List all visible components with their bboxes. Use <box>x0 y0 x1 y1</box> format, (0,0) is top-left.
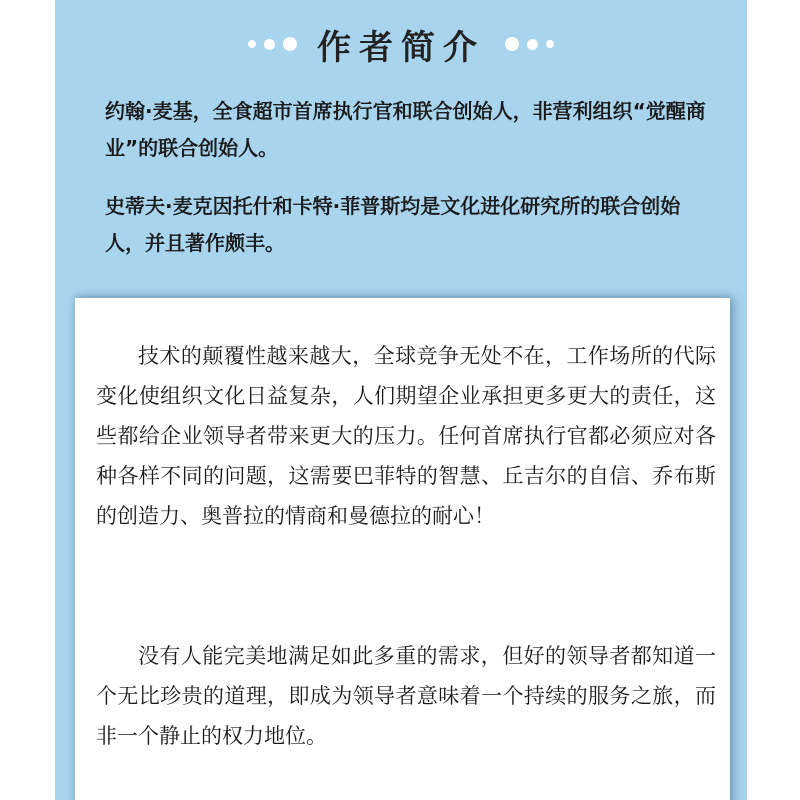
section-header <box>55 18 747 70</box>
section-title: 作者简介 <box>317 27 485 68</box>
description-paragraph: 技术的颠覆性越来越大，全球竞争无处不在，工作场所的代际变化使组织文化日益复杂，人们期望企业承担更多更大的责任，这些都给企业领导者带来更大的压力。任何首席执行官都必须应对各种各样不同的问题，这需要巴菲特的智慧、丘吉尔的自信、乔布斯的创造力、奥普拉的情商和曼德拉的耐心！ <box>96 344 716 528</box>
dot-icon <box>248 40 256 48</box>
dot-icon <box>546 40 554 48</box>
left-dots-decoration <box>248 37 297 51</box>
description-paragraph: 没有人能完美地满足如此多重的需求，但好的领导者都知道一个无比珍贵的道理，即成为领导者意味着一个持续的服务之旅，而非一个静止的权力地位。 <box>96 644 716 748</box>
dot-icon <box>264 39 275 50</box>
right-dots-decoration <box>505 37 554 51</box>
dot-icon <box>527 39 538 50</box>
dot-icon <box>283 37 297 51</box>
author-bio-paragraph: 约翰·麦基，全食超市首席执行官和联合创始人，非营利组织“觉醒商业”的联合创始人。 <box>105 99 706 160</box>
author-bio-paragraph: 史蒂夫·麦克因托什和卡特·菲普斯均是文化进化研究所的联合创始人，并且著作颇丰。 <box>105 194 681 255</box>
dot-icon <box>505 37 519 51</box>
